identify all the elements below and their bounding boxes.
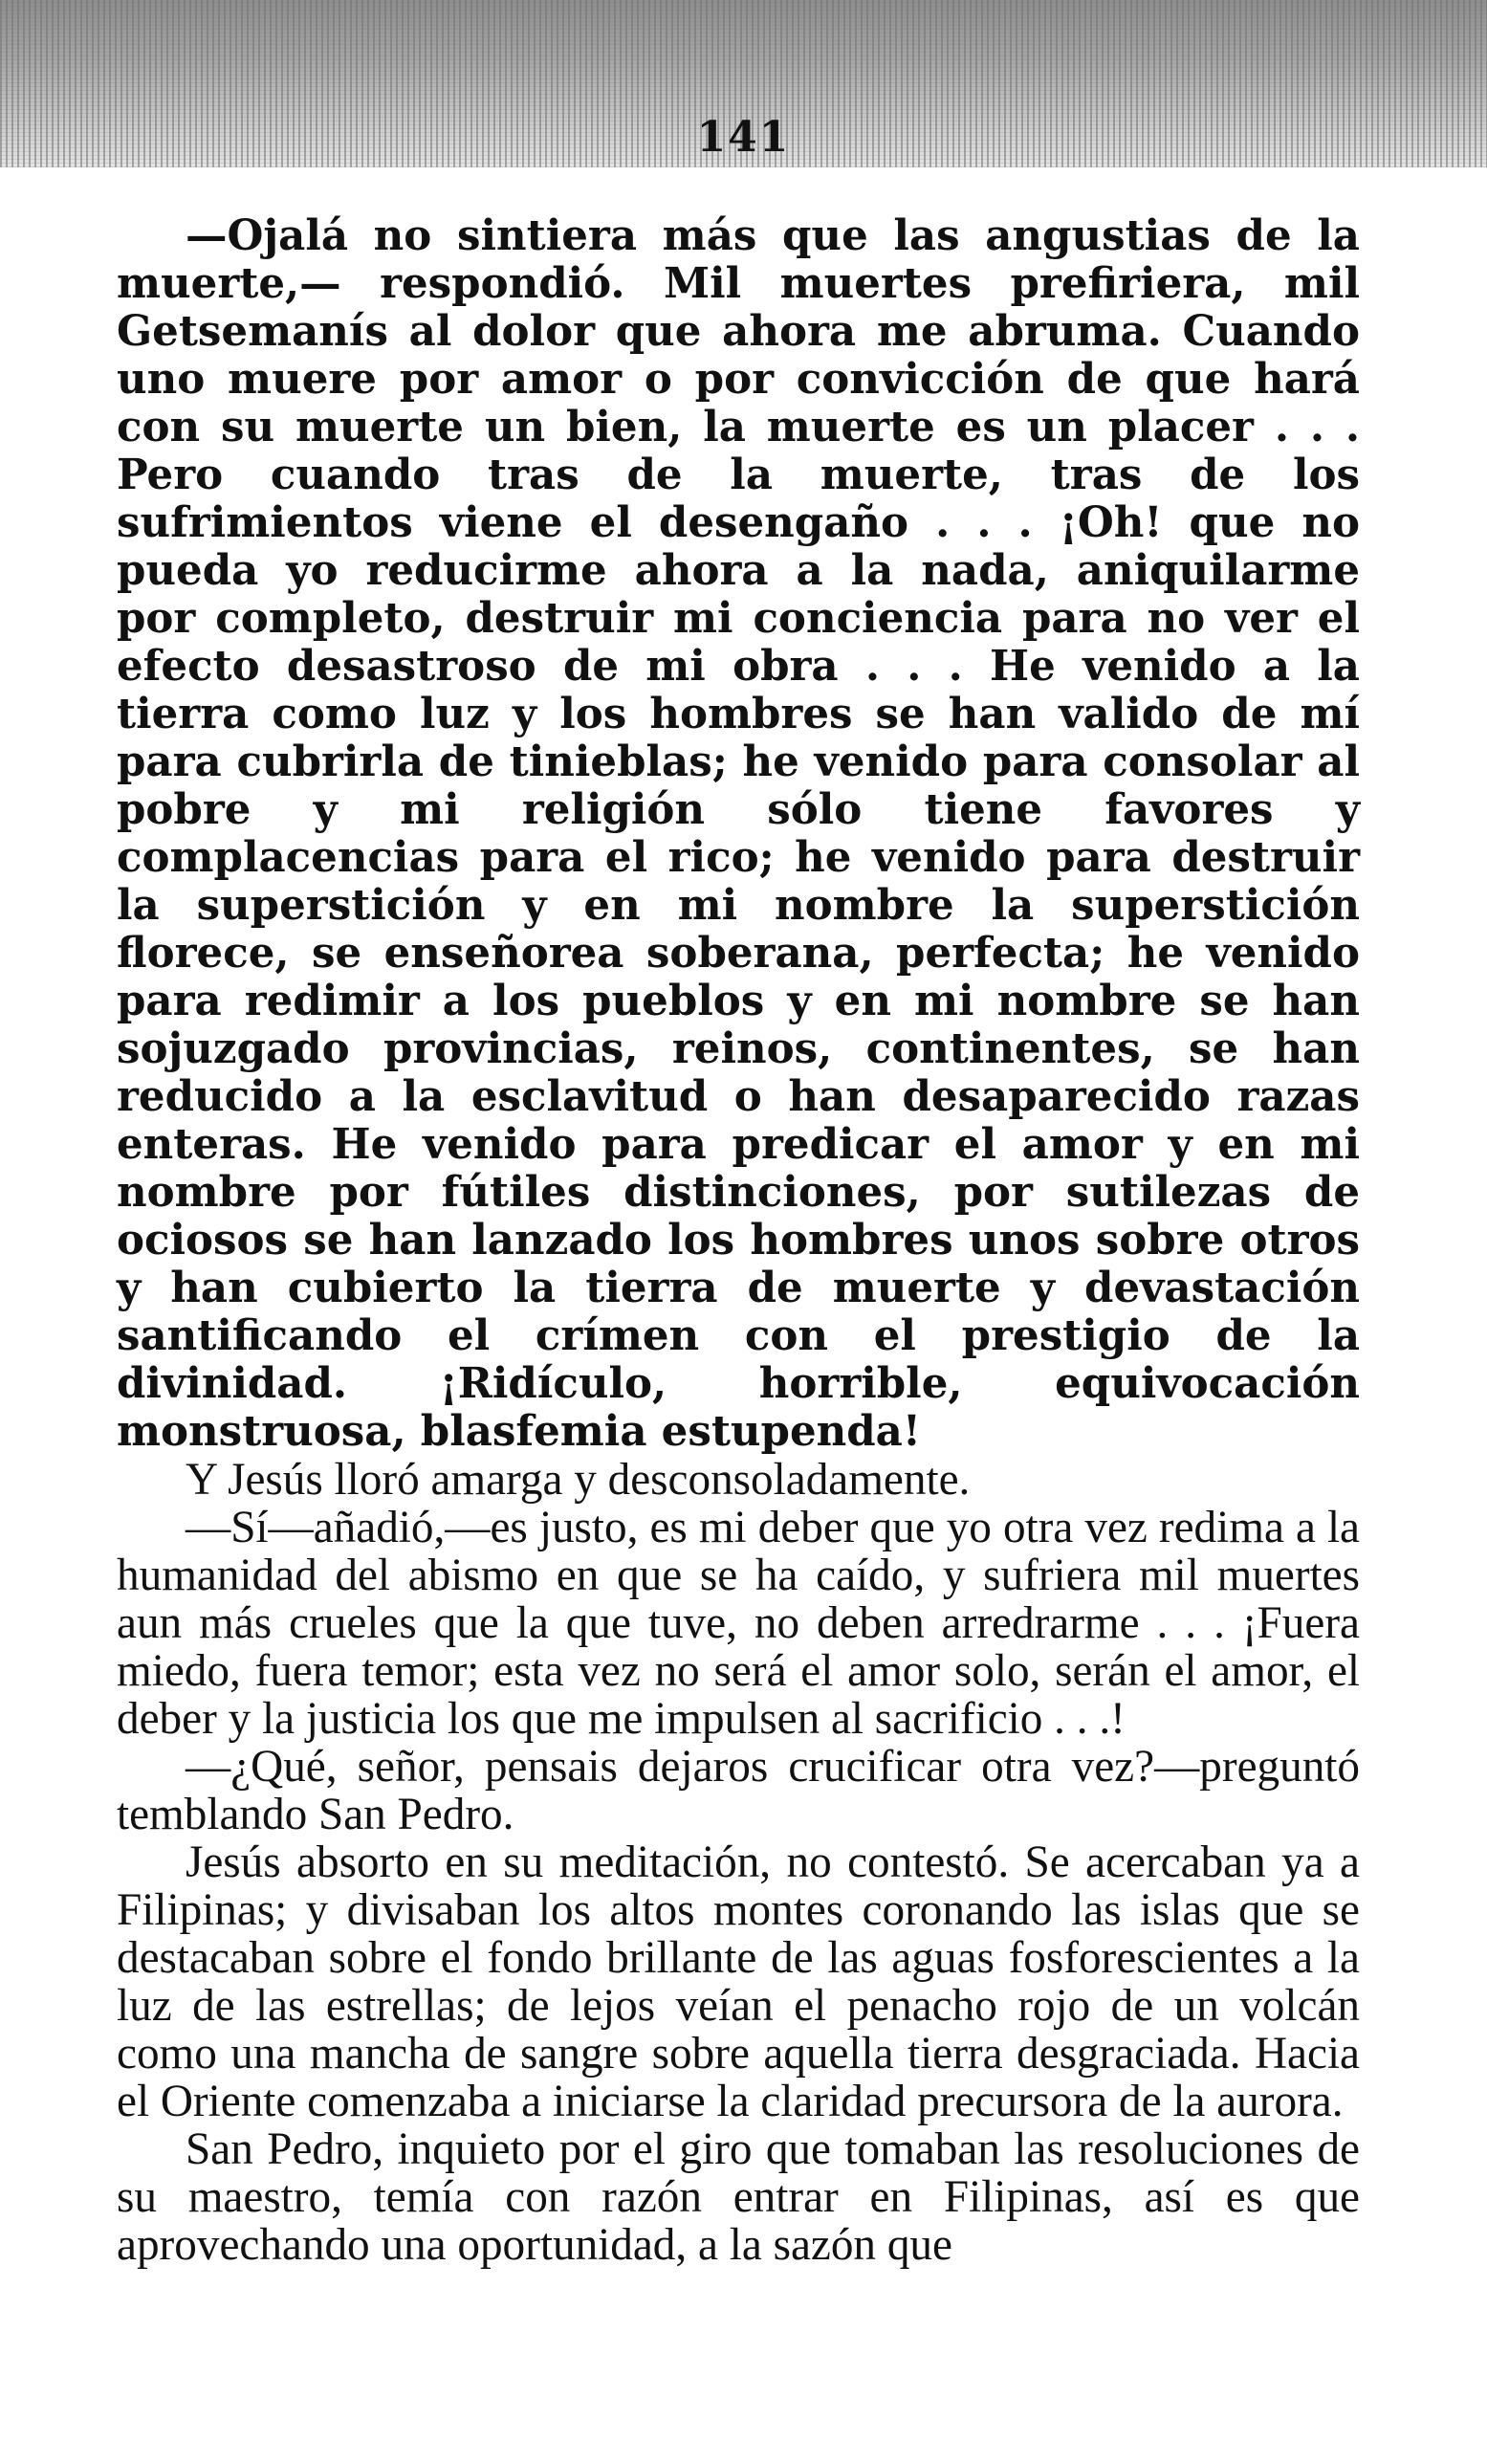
paragraph-4: —¿Qué, señor, pensais dejaros crucificar otra vez?—preguntó temblando San Pedro. xyxy=(117,1742,1360,1839)
body-text xyxy=(117,212,1360,2393)
paragraph-1: —Ojalá no sintiera más que las angustias de la muerte,— respondió. Mil muertes prefiriera, mil Getsemanís al dolor que ahora me abruma. Cuando uno muere por amor o por convicción de que hará con su muerte un bien, la muerte es un placer . . . Pero cuando tras de la muerte, tras de los sufrimientos viene el desengaño . . . ¡Oh! que no pueda yo reducirme ahora a la nada, aniquilarme por completo, destruir mi conciencia para no ver el efecto desastroso de mi obra . . . He venido a la tierra como luz y los hombres se han valido de mí para cubrirla de tinieblas; he venido para consolar al pobre y mi religión sólo tiene favores y complacencias para el rico; he venido para destruir la superstición y en mi nombre la superstición florece, se enseñorea soberana, perfecta; he venido para redimir a los pueblos y en mi nombre se han sojuzgado provincias, reinos, continentes, se han reducido a la esclavitud o han desaparecido razas enteras. He venido para predicar el amor y en mi nombre por fútiles distinciones, por sutilezas de ociosos se han lanzado los hombres unos sobre otros y han cubierto la tierra de muerte y devastación santificando el crímen con el prestigio de la divinidad. ¡Ridículo, horrible, equivocación monstruosa, blasfemia estupenda! xyxy=(117,211,1360,1456)
paragraph-5: Jesús absorto en su meditación, no contestó. Se acercaban ya a Filipinas; y divisaban los altos montes coronando las islas que se destacaban sobre el fondo brillante de las aguas fosforescientes a la luz de las estrellas; de lejos veían el penacho rojo de un volcán como una mancha de sangre sobre aquella tierra desgraciada. Hacia el Oriente comenzaba a iniciarse la claridad precursora de la aurora. xyxy=(117,1837,1360,2126)
paragraph-2: Y Jesús lloró amarga y desconsoladamente. xyxy=(186,1455,971,1505)
paragraph-6: San Pedro, inquieto por el giro que tomaban las resoluciones de su maestro, temía con razón entrar en Filipinas, así es que aprovechando una oportunidad, a la sazón que xyxy=(117,2124,1360,2270)
page-number: 141 xyxy=(696,113,791,162)
paragraph-3: —Sí—añadió,—es justo, es mi deber que yo otra vez redima a la humanidad del abismo en que se ha caído, y sufriera mil muertes aun más crueles que la que tuve, no deben arredrarme . . . ¡Fuera miedo, fuera temor; esta vez no será el amor solo, serán el amor, el deber y la justicia los que me impulsen al sacrificio . . .! xyxy=(117,1503,1360,1744)
